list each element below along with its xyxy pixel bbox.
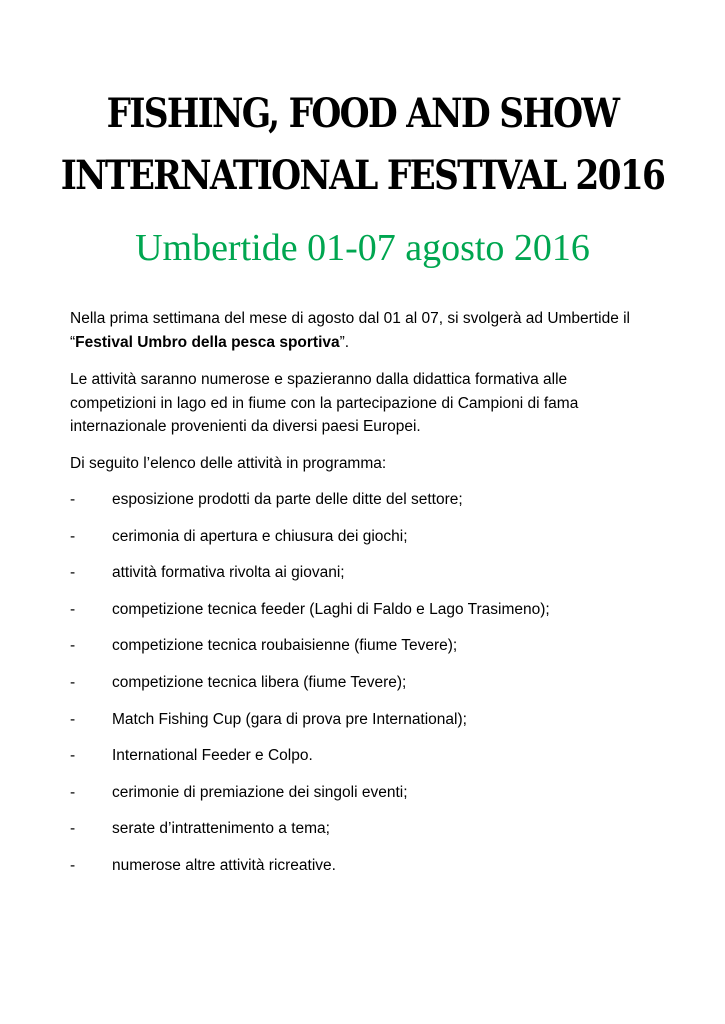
bullet-dash: - [70, 600, 76, 618]
bullet-dash: - [70, 710, 76, 728]
bullet-dash: - [70, 637, 76, 655]
intro-paragraph [70, 307, 660, 354]
description-line-1: Le attività saranno numerose e spazieranno dalla didattica formativa alle [70, 371, 568, 388]
list-item [70, 561, 670, 598]
list-item [70, 525, 670, 562]
list-item [70, 488, 670, 525]
intro-line-1: Nella prima settimana del mese di agosto dal 01 al 07, si svolgerà ad Umbertide il [70, 310, 631, 327]
description-line-3: internazionale provenienti da diversi paesi Europei. [70, 418, 421, 435]
list-item [70, 598, 670, 635]
close-quote: ”. [339, 333, 350, 351]
activity-text: numerose altre attività ricreative. [112, 856, 336, 874]
list-item [70, 634, 670, 671]
bullet-dash: - [70, 747, 76, 765]
list-item [70, 671, 670, 708]
subtitle-date: Umbertide 01-07 agosto 2016 [135, 227, 590, 269]
activity-text: cerimonia di apertura e chiusura dei giochi; [112, 527, 408, 545]
bullet-dash: - [70, 673, 76, 691]
title-line-1: FISHING, FOOD AND SHOW [106, 90, 619, 137]
bullet-dash: - [70, 491, 76, 508]
activities-description [70, 368, 660, 439]
title-line-2: INTERNATIONAL FESTIVAL 2016 [60, 152, 665, 199]
activity-text: competizione tecnica feeder (Laghi di Faldo e Lago Trasimeno); [112, 600, 550, 618]
program-intro: Di seguito l’elenco delle attività in programma: [70, 455, 387, 472]
list-item [70, 854, 670, 891]
activity-text: International Feeder e Colpo. [112, 747, 313, 765]
activity-list [70, 488, 670, 891]
description-line-2: competizioni in lago ed in fiume con la partecipazione di Campioni di fama [70, 394, 579, 412]
bullet-dash: - [70, 820, 76, 838]
open-quote: “ [70, 333, 76, 351]
bullet-dash: - [70, 564, 76, 582]
activity-text: Match Fishing Cup (gara di prova pre International); [112, 710, 467, 728]
bullet-dash: - [70, 783, 76, 801]
festival-name: Festival Umbro della pesca sportiva [75, 333, 340, 351]
list-item [70, 708, 670, 745]
activity-text: competizione tecnica libera (fiume Tevere); [112, 673, 407, 691]
activity-text: competizione tecnica roubaisienne (fiume Tevere); [112, 637, 458, 655]
list-item [70, 781, 670, 818]
list-item [70, 744, 670, 781]
activity-text: serate d’intrattenimento a tema; [112, 820, 330, 838]
intro-line-2 [70, 331, 660, 355]
activity-text: cerimonie di premiazione dei singoli eventi; [112, 783, 408, 801]
bullet-dash: - [70, 856, 76, 874]
list-item [70, 817, 670, 854]
bullet-dash: - [70, 527, 76, 545]
activity-text: attività formativa rivolta ai giovani; [112, 564, 345, 582]
activity-text: esposizione prodotti da parte delle ditte del settore; [112, 491, 463, 508]
